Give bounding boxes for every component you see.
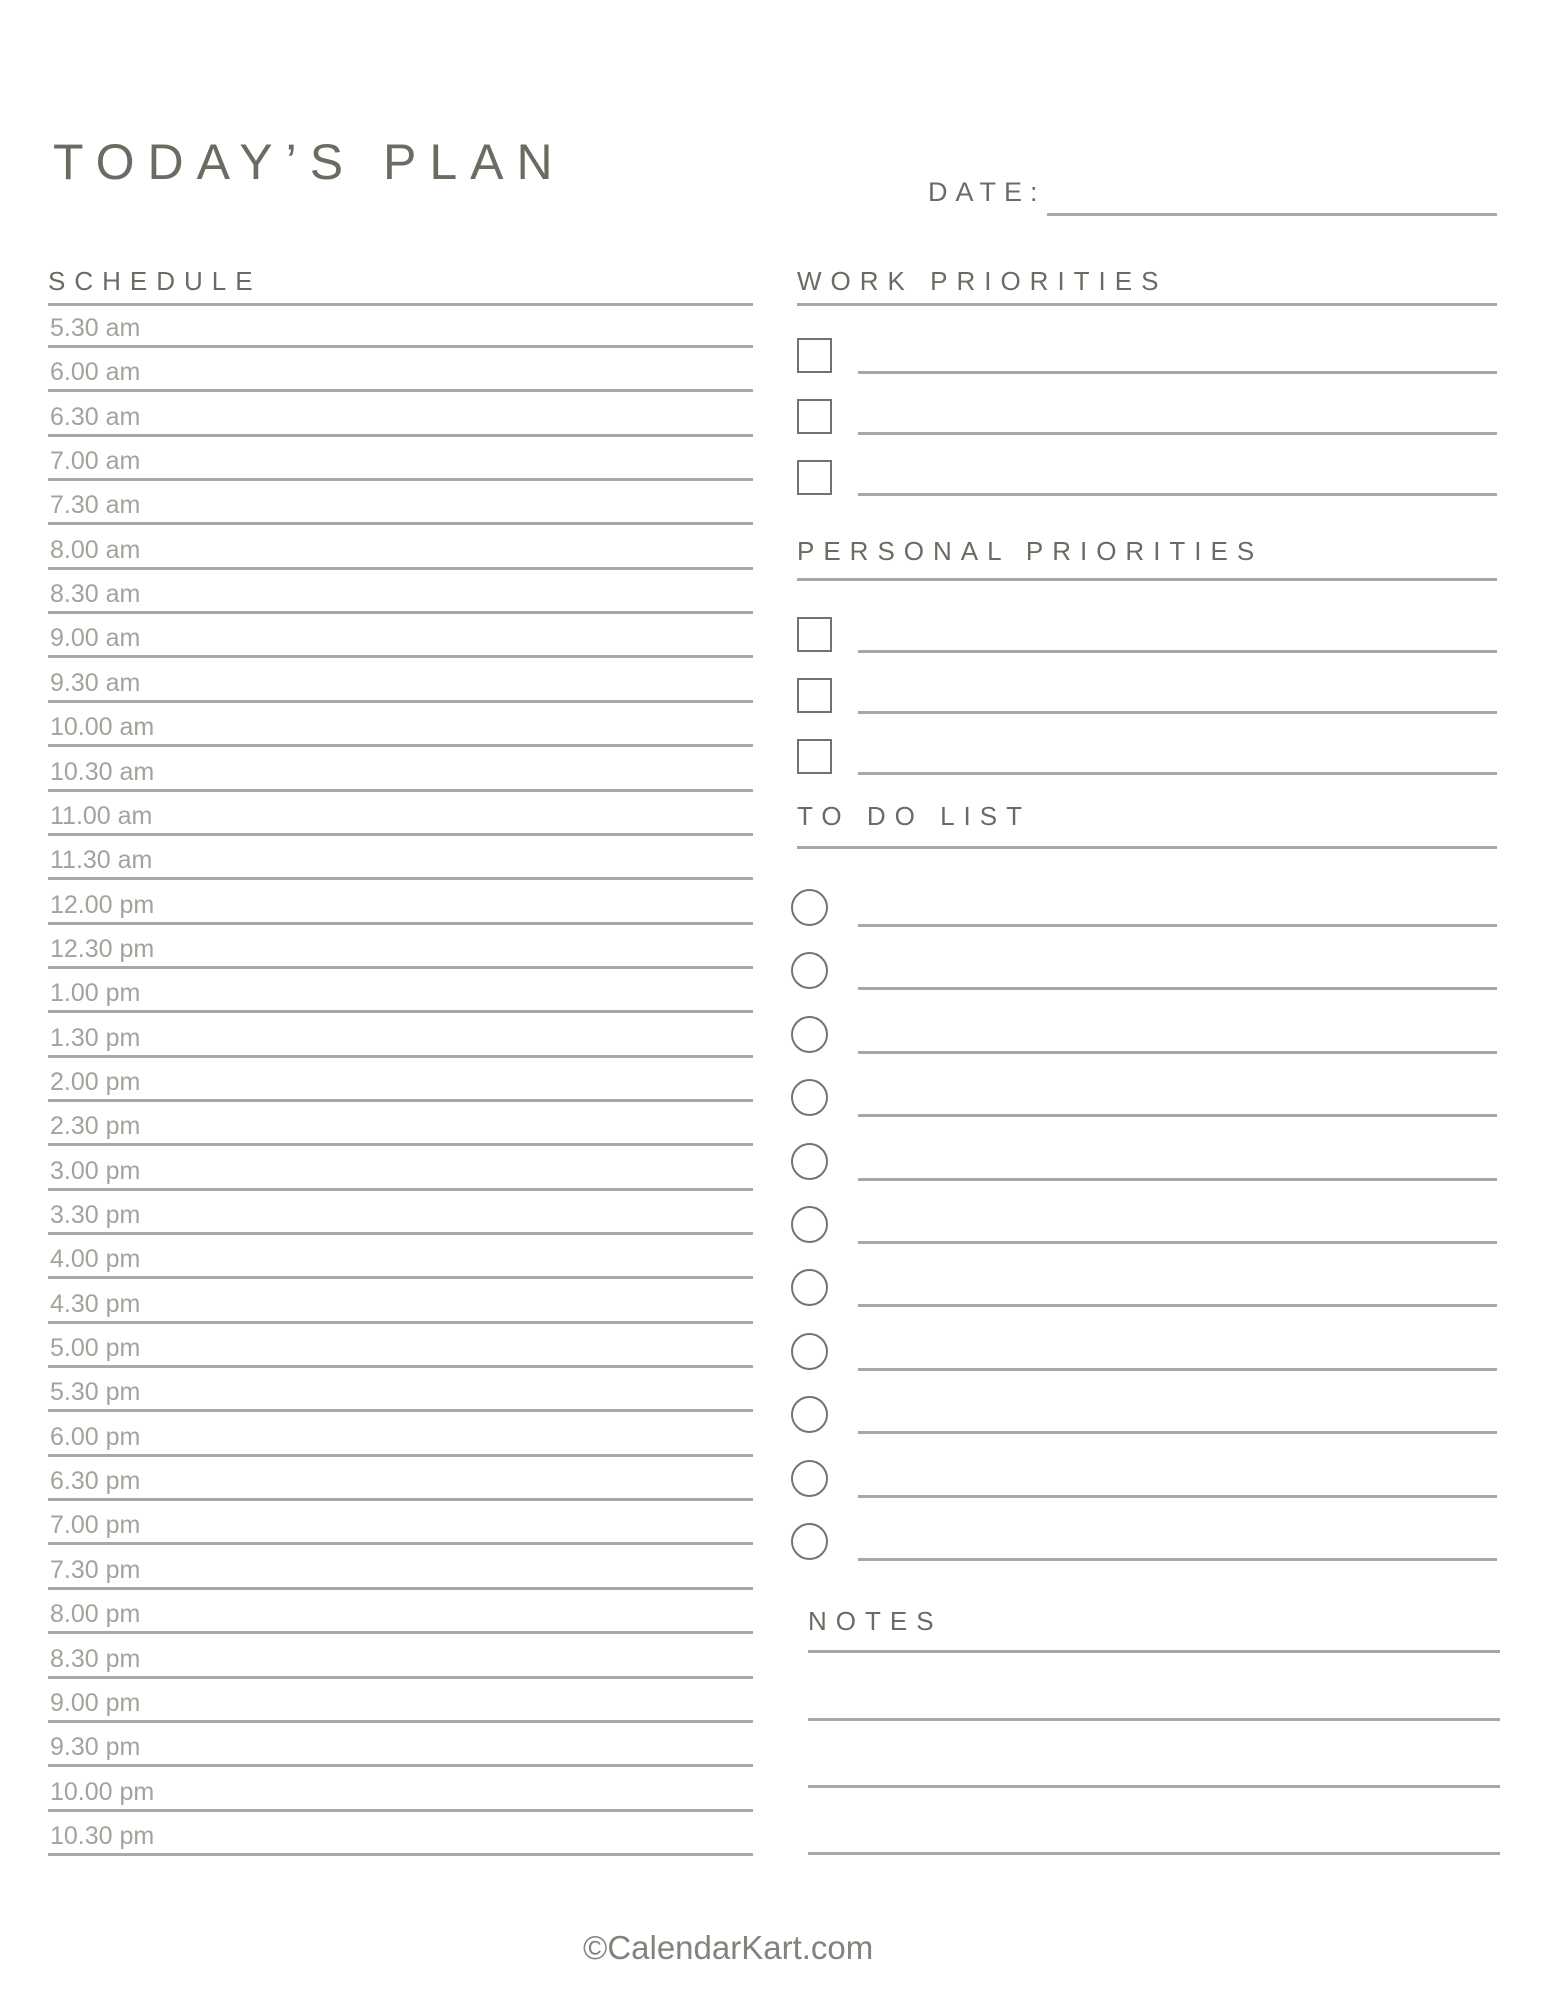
notes-write-in-line [808,1785,1500,1788]
page-title: TODAY’S PLAN [53,134,566,190]
schedule-write-in-line [48,434,753,437]
personal-priorities-heading-rule [797,578,1497,581]
schedule-write-in-line [48,1321,753,1324]
schedule-row [48,1288,753,1324]
circle-bullet-icon [791,1016,828,1053]
schedule-row [48,1332,753,1368]
schedule-time-label: 12.00 pm [50,890,155,919]
schedule-write-in-line [48,522,753,525]
schedule-write-in-line [48,922,753,925]
schedule-time-label: 1.00 pm [50,979,141,1008]
schedule-time-label: 12.30 pm [50,934,155,963]
schedule-write-in-line [48,1676,753,1679]
date-label: DATE: [928,177,1046,207]
circle-bullet-icon [791,1523,828,1560]
schedule-time-label: 7.00 am [50,447,141,476]
work-priority-row [797,338,1497,374]
todo-list-heading-rule [797,846,1497,849]
schedule-write-in-line [48,611,753,614]
todo-write-in-line [858,987,1497,990]
schedule-time-label: 10.00 pm [50,1777,155,1806]
schedule-time-label: 7.30 am [50,491,141,520]
notes-write-in-line [808,1718,1500,1721]
checkbox-icon [797,460,832,495]
schedule-write-in-line [48,1010,753,1013]
schedule-time-label: 6.30 am [50,402,141,431]
schedule-write-in-line [48,1542,753,1545]
work-priority-write-in-line [858,493,1497,496]
circle-bullet-icon [791,1269,828,1306]
schedule-row [48,933,753,969]
schedule-row [48,889,753,925]
schedule-time-label: 2.30 pm [50,1112,141,1141]
schedule-time-label: 8.30 am [50,580,141,609]
schedule-write-in-line [48,877,753,880]
circle-bullet-icon [791,1460,828,1497]
personal-priority-write-in-line [858,772,1497,775]
schedule-row [48,667,753,703]
schedule-write-in-line [48,1587,753,1590]
todo-write-in-line [858,1558,1497,1561]
schedule-row [48,1243,753,1279]
schedule-time-label: 9.30 am [50,668,141,697]
todo-write-in-line [858,1431,1497,1434]
schedule-row [48,1199,753,1235]
schedule-time-label: 9.30 pm [50,1733,141,1762]
todo-row [791,1206,1497,1244]
todo-row [791,1333,1497,1371]
schedule-time-label: 4.00 pm [50,1245,141,1274]
schedule-row [48,1687,753,1723]
todo-list-heading: TO DO LIST [797,801,1031,831]
schedule-row [48,312,753,348]
work-priority-write-in-line [858,371,1497,374]
schedule-row [48,1820,753,1856]
notes-write-in-line [808,1852,1500,1855]
schedule-time-label: 6.30 pm [50,1467,141,1496]
schedule-write-in-line [48,1409,753,1412]
schedule-write-in-line [48,1498,753,1501]
schedule-row [48,1776,753,1812]
schedule-write-in-line [48,567,753,570]
schedule-time-label: 6.00 am [50,358,141,387]
schedule-row [48,445,753,481]
schedule-row [48,977,753,1013]
circle-bullet-icon [791,1396,828,1433]
schedule-write-in-line [48,1853,753,1856]
personal-priority-row [797,739,1497,775]
schedule-write-in-line [48,1764,753,1767]
schedule-time-label: 10.00 am [50,713,155,742]
work-priorities-heading: WORK PRIORITIES [797,266,1168,296]
schedule-time-label: 8.30 pm [50,1644,141,1673]
schedule-time-label: 9.00 am [50,624,141,653]
circle-bullet-icon [791,889,828,926]
schedule-time-label: 7.00 pm [50,1511,141,1540]
schedule-write-in-line [48,744,753,747]
todo-write-in-line [858,1051,1497,1054]
schedule-row [48,356,753,392]
checkbox-icon [797,678,832,713]
todo-write-in-line [858,1304,1497,1307]
checkbox-icon [797,399,832,434]
schedule-time-label: 5.30 pm [50,1378,141,1407]
schedule-heading-rule [48,303,753,306]
todo-write-in-line [858,1178,1497,1181]
personal-priorities-heading: PERSONAL PRIORITIES [797,536,1264,566]
schedule-time-label: 2.00 pm [50,1067,141,1096]
schedule-time-label: 11.00 am [50,801,153,830]
schedule-write-in-line [48,1232,753,1235]
personal-priority-write-in-line [858,650,1497,653]
schedule-write-in-line [48,833,753,836]
schedule-write-in-line [48,1454,753,1457]
todo-row [791,952,1497,990]
todo-row [791,1269,1497,1307]
schedule-row [48,578,753,614]
schedule-row [48,1509,753,1545]
schedule-write-in-line [48,1099,753,1102]
notes-heading: NOTES [808,1606,943,1636]
schedule-time-label: 7.30 pm [50,1555,141,1584]
schedule-time-label: 5.30 am [50,314,141,342]
circle-bullet-icon [791,1206,828,1243]
circle-bullet-icon [791,1333,828,1370]
schedule-time-label: 3.00 pm [50,1156,141,1185]
schedule-row [48,1465,753,1501]
todo-row [791,1016,1497,1054]
footer-credit: ©CalendarKart.com [583,1929,874,1966]
schedule-row [48,1421,753,1457]
checkbox-icon [797,739,832,774]
schedule-time-label: 1.30 pm [50,1023,141,1052]
schedule-row [48,401,753,437]
schedule-write-in-line [48,389,753,392]
schedule-row [48,1731,753,1767]
schedule-row [48,844,753,880]
todo-row [791,1523,1497,1561]
schedule-write-in-line [48,1188,753,1191]
personal-priority-row [797,678,1497,714]
schedule-time-label: 3.30 pm [50,1201,141,1229]
work-priority-row [797,399,1497,435]
schedule-write-in-line [48,478,753,481]
schedule-row [48,1155,753,1191]
circle-bullet-icon [791,1079,828,1116]
schedule-row [48,711,753,747]
work-priority-row [797,460,1497,496]
schedule-row [48,756,753,792]
schedule-write-in-line [48,1631,753,1634]
schedule-write-in-line [48,966,753,969]
schedule-row [48,489,753,525]
schedule-write-in-line [48,789,753,792]
circle-bullet-icon [791,952,828,989]
todo-write-in-line [858,1368,1497,1371]
schedule-heading: SCHEDULE [48,266,262,296]
todo-write-in-line [858,1114,1497,1117]
schedule-write-in-line [48,700,753,703]
schedule-time-label: 5.00 pm [50,1334,141,1363]
todo-row [791,1079,1497,1117]
schedule-row [48,800,753,836]
schedule-write-in-line [48,1276,753,1279]
schedule-write-in-line [48,655,753,658]
notes-heading-rule [808,1650,1500,1653]
schedule-row [48,534,753,570]
schedule-time-label: 10.30 am [50,757,155,786]
todo-row [791,1460,1497,1498]
todo-row [791,1396,1497,1434]
schedule-write-in-line [48,1055,753,1058]
schedule-time-label: 8.00 pm [50,1600,141,1629]
schedule-row [48,1066,753,1102]
schedule-time-label: 9.00 pm [50,1688,141,1717]
todo-write-in-line [858,924,1497,927]
schedule-row [48,622,753,658]
personal-priority-write-in-line [858,711,1497,714]
date-fill-in-line [1047,213,1497,216]
schedule-write-in-line [48,1365,753,1368]
schedule-row [48,1598,753,1634]
todo-row [791,1143,1497,1181]
schedule-time-label: 8.00 am [50,535,141,564]
work-priority-write-in-line [858,432,1497,435]
schedule-write-in-line [48,1809,753,1812]
schedule-write-in-line [48,1143,753,1146]
schedule-time-label: 4.30 pm [50,1289,141,1318]
schedule-row [48,1554,753,1590]
schedule-row [48,1643,753,1679]
schedule-write-in-line [48,1720,753,1723]
schedule-row [48,1022,753,1058]
todo-row [791,889,1497,927]
circle-bullet-icon [791,1143,828,1180]
checkbox-icon [797,617,832,652]
schedule-time-label: 6.00 pm [50,1422,141,1451]
schedule-write-in-line [48,345,753,348]
schedule-time-label: 10.30 pm [50,1821,155,1850]
personal-priority-row [797,617,1497,653]
work-priorities-heading-rule [797,303,1497,306]
todo-write-in-line [858,1495,1497,1498]
todo-write-in-line [858,1241,1497,1244]
schedule-row [48,1376,753,1412]
schedule-time-label: 11.30 am [50,846,153,875]
checkbox-icon [797,338,832,373]
schedule-row [48,1110,753,1146]
